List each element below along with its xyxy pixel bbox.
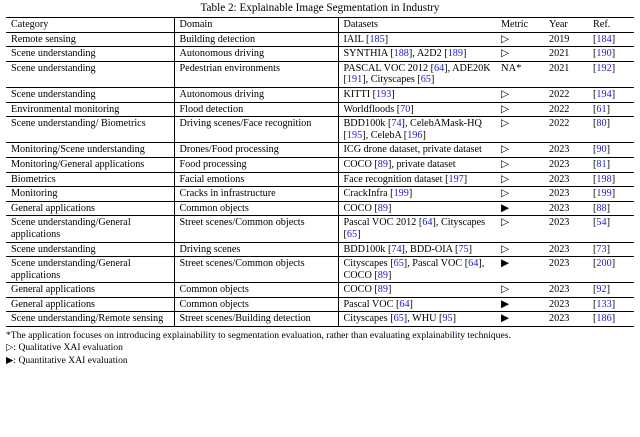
cell-ref: [80] bbox=[588, 117, 634, 143]
cell-datasets: SYNTHIA [188], A2D2 [189] bbox=[338, 47, 496, 62]
cell-category: General applications bbox=[6, 297, 174, 312]
cell-domain: Building detection bbox=[174, 32, 338, 47]
explainable-image-segmentation-table bbox=[6, 17, 634, 327]
footnote-quantitative: ▶: Quantitative XAI evaluation bbox=[6, 354, 128, 366]
cell-datasets: COCO [89] bbox=[338, 283, 496, 298]
cell-metric: ▷ bbox=[496, 32, 544, 47]
footnote-asterisk: *The application focuses on introducing explainability to segmentation evaluation, rather than evaluating explainability techniques. bbox=[6, 330, 511, 342]
cell-ref: [186] bbox=[588, 312, 634, 327]
cell-metric: ▶ bbox=[496, 297, 544, 312]
cell-category: Scene understanding/Remote sensing bbox=[6, 312, 174, 327]
cell-domain: Driving scenes bbox=[174, 242, 338, 257]
cell-ref: [90] bbox=[588, 143, 634, 158]
cell-ref: [54] bbox=[588, 216, 634, 242]
table-row bbox=[6, 117, 634, 143]
cell-metric: ▷ bbox=[496, 216, 544, 242]
column-header-ref: Ref. bbox=[588, 18, 634, 33]
cell-category: Scene understanding bbox=[6, 47, 174, 62]
cell-domain: Facial emotions bbox=[174, 172, 338, 187]
table-row bbox=[6, 172, 634, 187]
cell-year: 2023 bbox=[544, 257, 588, 283]
cell-year: 2023 bbox=[544, 312, 588, 327]
cell-metric: ▷ bbox=[496, 283, 544, 298]
cell-year: 2023 bbox=[544, 201, 588, 216]
cell-datasets: IAIL [185] bbox=[338, 32, 496, 47]
table-row bbox=[6, 87, 634, 102]
cell-metric: NA* bbox=[496, 61, 544, 87]
cell-metric: ▷ bbox=[496, 187, 544, 202]
table-row bbox=[6, 143, 634, 158]
cell-metric: ▷ bbox=[496, 242, 544, 257]
table-row bbox=[6, 187, 634, 202]
cell-ref: [92] bbox=[588, 283, 634, 298]
cell-year: 2021 bbox=[544, 47, 588, 62]
table-row bbox=[6, 242, 634, 257]
footnote-qualitative: ▷: Qualitative XAI evaluation bbox=[6, 342, 123, 354]
cell-domain: Flood detection bbox=[174, 102, 338, 117]
cell-category: Environmental monitoring bbox=[6, 102, 174, 117]
cell-datasets: Cityscapes [65], Pascal VOC [64], COCO [89] bbox=[338, 257, 496, 283]
cell-domain: Food processing bbox=[174, 157, 338, 172]
column-header-datasets: Datasets bbox=[338, 18, 496, 33]
cell-year: 2023 bbox=[544, 157, 588, 172]
cell-datasets: CrackInfra [199] bbox=[338, 187, 496, 202]
cell-datasets: Cityscapes [65], WHU [95] bbox=[338, 312, 496, 327]
cell-metric: ▷ bbox=[496, 157, 544, 172]
cell-year: 2023 bbox=[544, 187, 588, 202]
cell-year: 2023 bbox=[544, 283, 588, 298]
table-row bbox=[6, 32, 634, 47]
table-row bbox=[6, 61, 634, 87]
cell-metric: ▷ bbox=[496, 102, 544, 117]
cell-category: General applications bbox=[6, 283, 174, 298]
table-row bbox=[6, 297, 634, 312]
cell-datasets: PASCAL VOC 2012 [64], ADE20K [191], Cityscapes [65] bbox=[338, 61, 496, 87]
cell-ref: [73] bbox=[588, 242, 634, 257]
cell-datasets: Pascal VOC [64] bbox=[338, 297, 496, 312]
table-row bbox=[6, 201, 634, 216]
cell-metric: ▶ bbox=[496, 312, 544, 327]
cell-domain: Common objects bbox=[174, 283, 338, 298]
cell-domain: Drones/Food processing bbox=[174, 143, 338, 158]
column-header-year: Year bbox=[544, 18, 588, 33]
cell-ref: [133] bbox=[588, 297, 634, 312]
cell-metric: ▷ bbox=[496, 172, 544, 187]
column-header-metric: Metric bbox=[496, 18, 544, 33]
cell-ref: [199] bbox=[588, 187, 634, 202]
cell-domain: Street scenes/Building detection bbox=[174, 312, 338, 327]
cell-year: 2023 bbox=[544, 143, 588, 158]
cell-category: Biometrics bbox=[6, 172, 174, 187]
table-row bbox=[6, 102, 634, 117]
table-row bbox=[6, 47, 634, 62]
table-footnotes bbox=[6, 327, 634, 367]
table-caption: Table 2: Explainable Image Segmentation in Industry bbox=[200, 2, 440, 14]
cell-datasets: Pascal VOC 2012 [64], Cityscapes [65] bbox=[338, 216, 496, 242]
cell-year: 2022 bbox=[544, 87, 588, 102]
cell-category: Scene understanding bbox=[6, 61, 174, 87]
cell-ref: [198] bbox=[588, 172, 634, 187]
cell-metric: ▷ bbox=[496, 47, 544, 62]
cell-ref: [200] bbox=[588, 257, 634, 283]
cell-ref: [192] bbox=[588, 61, 634, 87]
cell-category: Monitoring bbox=[6, 187, 174, 202]
cell-metric: ▷ bbox=[496, 87, 544, 102]
cell-year: 2023 bbox=[544, 172, 588, 187]
table-row bbox=[6, 283, 634, 298]
cell-year: 2023 bbox=[544, 242, 588, 257]
cell-ref: [184] bbox=[588, 32, 634, 47]
cell-year: 2021 bbox=[544, 61, 588, 87]
cell-year: 2022 bbox=[544, 102, 588, 117]
cell-category: Scene understanding bbox=[6, 87, 174, 102]
cell-ref: [61] bbox=[588, 102, 634, 117]
cell-category: Monitoring/Scene understanding bbox=[6, 143, 174, 158]
cell-domain: Common objects bbox=[174, 201, 338, 216]
cell-domain: Autonomous driving bbox=[174, 87, 338, 102]
column-header-category: Category bbox=[6, 18, 174, 33]
cell-domain: Driving scenes/Face recognition bbox=[174, 117, 338, 143]
cell-metric: ▶ bbox=[496, 201, 544, 216]
cell-domain: Cracks in infrastructure bbox=[174, 187, 338, 202]
cell-year: 2023 bbox=[544, 216, 588, 242]
cell-datasets: COCO [89] bbox=[338, 201, 496, 216]
table-header-row bbox=[6, 18, 634, 33]
cell-ref: [88] bbox=[588, 201, 634, 216]
column-header-domain: Domain bbox=[174, 18, 338, 33]
table-body bbox=[6, 32, 634, 326]
table-row bbox=[6, 216, 634, 242]
cell-datasets: ICG drone dataset, private dataset bbox=[338, 143, 496, 158]
cell-metric: ▷ bbox=[496, 117, 544, 143]
cell-year: 2019 bbox=[544, 32, 588, 47]
cell-ref: [190] bbox=[588, 47, 634, 62]
cell-category: General applications bbox=[6, 201, 174, 216]
cell-ref: [81] bbox=[588, 157, 634, 172]
cell-domain: Autonomous driving bbox=[174, 47, 338, 62]
cell-datasets: BDD100k [74], BDD-OIA [75] bbox=[338, 242, 496, 257]
cell-category: Scene understanding/ Biometrics bbox=[6, 117, 174, 143]
cell-domain: Pedestrian environments bbox=[174, 61, 338, 87]
cell-ref: [194] bbox=[588, 87, 634, 102]
cell-category: Scene understanding bbox=[6, 242, 174, 257]
cell-datasets: COCO [89], private dataset bbox=[338, 157, 496, 172]
cell-domain: Street scenes/Common objects bbox=[174, 257, 338, 283]
cell-category: Monitoring/General applications bbox=[6, 157, 174, 172]
cell-year: 2022 bbox=[544, 117, 588, 143]
table-row bbox=[6, 157, 634, 172]
table-row bbox=[6, 257, 634, 283]
cell-domain: Street scenes/Common objects bbox=[174, 216, 338, 242]
cell-datasets: BDD100k [74], CelebAMask-HQ [195], CelebA [196] bbox=[338, 117, 496, 143]
cell-category: Remote sensing bbox=[6, 32, 174, 47]
cell-datasets: KITTI [193] bbox=[338, 87, 496, 102]
cell-category: Scene understanding/General applications bbox=[6, 216, 174, 242]
cell-datasets: Face recognition dataset [197] bbox=[338, 172, 496, 187]
table-row bbox=[6, 312, 634, 327]
cell-category: Scene understanding/General applications bbox=[6, 257, 174, 283]
cell-datasets: Worldfloods [70] bbox=[338, 102, 496, 117]
cell-domain: Common objects bbox=[174, 297, 338, 312]
cell-metric: ▶ bbox=[496, 257, 544, 283]
cell-year: 2023 bbox=[544, 297, 588, 312]
cell-metric: ▷ bbox=[496, 143, 544, 158]
